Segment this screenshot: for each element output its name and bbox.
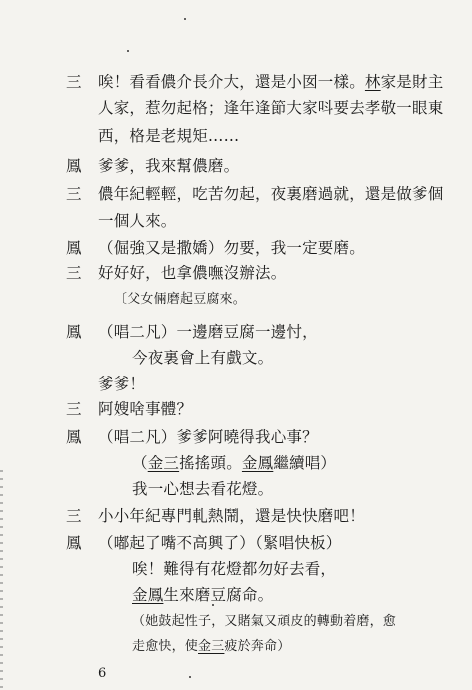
ink-speck bbox=[189, 676, 191, 678]
dialogue-line: （倔強又是撒嬌）勿要，我一定要磨。 bbox=[98, 239, 365, 257]
dialogue-line: 我一心想去看花燈。 bbox=[132, 480, 274, 498]
dialogue-line: （唱二凡）一邊磨豆腐一邊忖， bbox=[98, 323, 318, 341]
page-edge-shadow bbox=[0, 470, 3, 690]
dialogue-line: 一個人來。 bbox=[98, 212, 177, 230]
ink-speck bbox=[127, 50, 129, 52]
dialogue-line: 唉！看看儂介長介大，還是小囡一樣。林家是財主 bbox=[98, 73, 444, 91]
speaker-label: 三 bbox=[66, 73, 82, 91]
dialogue-line: 爹爹！ bbox=[98, 375, 146, 393]
ink-speck bbox=[184, 18, 186, 20]
dialogue-line: 儂年紀輕輕，吃苦勿起，夜裏磨過就，還是做爹個 bbox=[98, 185, 444, 203]
speaker-label: 鳳 bbox=[66, 157, 82, 175]
underlined-name: 金三 bbox=[147, 454, 180, 472]
dialogue-line: （唱二凡）爹爹阿曉得我心事？ bbox=[98, 428, 318, 446]
stage-direction: 〔父女倆磨起豆腐來。 bbox=[114, 292, 247, 307]
dialogue-line: 今夜裏會上有戲文。 bbox=[132, 349, 274, 367]
dialogue-line: 唉！難得有花燈都勿好去看， bbox=[132, 560, 337, 578]
speaker-label: 三 bbox=[66, 400, 82, 418]
speaker-label: 鳳 bbox=[66, 534, 82, 552]
dialogue-line: 西，格是老規矩…… bbox=[98, 127, 240, 145]
dialogue-line: 小小年紀專門軋熱鬧，還是快快磨吧！ bbox=[98, 507, 365, 525]
underlined-name: 金鳳 bbox=[132, 586, 164, 604]
stage-direction: 走愈快，使金三疲於奔命） bbox=[132, 639, 291, 654]
dialogue-line: 爹爹，我來幫儂磨。 bbox=[98, 157, 240, 175]
speaker-label: 三 bbox=[66, 185, 82, 203]
underlined-name: 金鳳 bbox=[241, 454, 274, 472]
stage-direction: （金三搖搖頭。金鳳繼續唱） bbox=[132, 454, 337, 472]
speaker-label: 鳳 bbox=[66, 428, 82, 446]
page-number: 6 bbox=[98, 666, 107, 681]
speaker-label: 鳳 bbox=[66, 239, 82, 257]
speaker-label: 三 bbox=[66, 264, 82, 282]
underlined-name: 金三 bbox=[198, 639, 225, 654]
dialogue-line: （嘟起了嘴不高興了）（緊唱快板） bbox=[98, 534, 342, 552]
dialogue-line: 金鳳生來磨豆腐命。 bbox=[132, 586, 274, 604]
speaker-label: 三 bbox=[66, 507, 82, 525]
dialogue-line: 人家，惹勿起格；逢年逢節大家呌要去孝敬一眼東 bbox=[98, 99, 444, 117]
stage-direction: （她鼓起性子，又賭氣又頑皮的轉動着磨，愈 bbox=[132, 614, 397, 629]
dialogue-line: 好好好，也拿儂嘸沒辦法。 bbox=[98, 264, 287, 282]
speaker-label: 鳳 bbox=[66, 323, 82, 341]
underlined-name: 林 bbox=[364, 73, 381, 91]
dialogue-line: 阿嫂啥事體？ bbox=[98, 400, 193, 418]
